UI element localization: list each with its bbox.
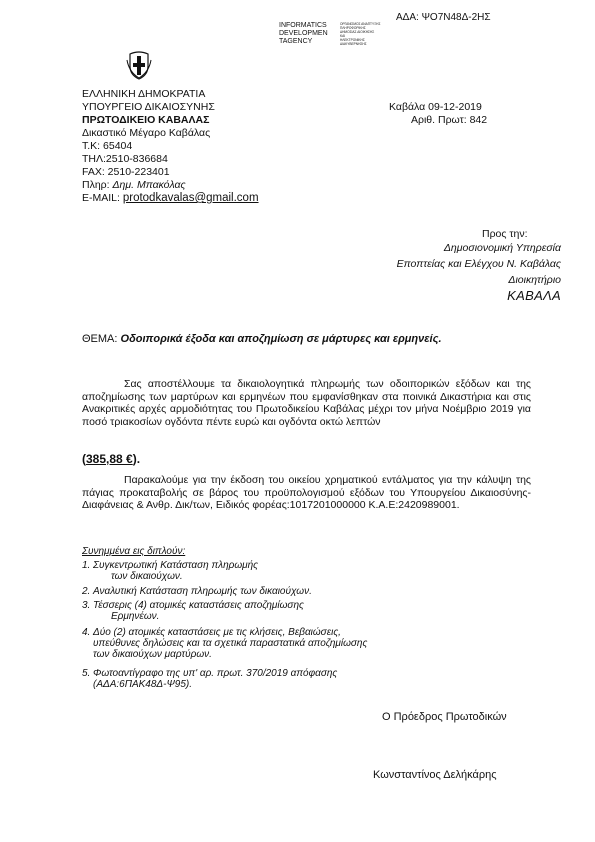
info-name: Δημ. Μπακόλας — [112, 179, 186, 191]
attachment-line: των δικαιούχων μαρτύρων. — [93, 649, 212, 660]
attachment-line: Τέσσερις (4) ατομικές καταστάσεις αποζημίωσης — [93, 600, 304, 611]
attachment-item-1 — [82, 560, 258, 582]
recipient-line-3: Διοικητήριο — [508, 274, 561, 286]
amount-value: 385,88 € — [86, 452, 133, 466]
court-name: ΠΡΩΤΟΔΙΚΕΙΟ ΚΑΒΑΛΑΣ — [82, 114, 210, 126]
email-line — [82, 192, 259, 205]
agency-logo-line: TAGENCY — [279, 38, 313, 45]
paragraph-2 — [82, 474, 531, 512]
attachment-line: Ερμηνέων. — [111, 611, 160, 622]
republic-name: ΕΛΛΗΝΙΚΗ ΔΗΜΟΚΡΑΤΙΑ — [82, 88, 206, 100]
postcode: Τ.Κ: 65404 — [82, 140, 133, 152]
info-label: Πληρ: — [82, 179, 113, 191]
attachment-item-2 — [82, 586, 312, 597]
agency-logo-english — [279, 22, 328, 46]
ada-number: ΑΔΑ: ΨΟ7Ν48Δ-2ΗΣ — [396, 12, 491, 23]
attachment-line: Φωτοαντίγραφο της υπ' αρ. πρωτ. 370/2019 απόφασης — [93, 668, 338, 679]
attachment-num: 5. — [82, 668, 91, 679]
date-line: Καβάλα 09-12-2019 — [389, 101, 482, 113]
ministry-name: ΥΠΟΥΡΓΕΙΟ ΔΙΚΑΙΟΣΥΝΗΣ — [82, 101, 215, 113]
agency-logo-greek-line: ΠΛΗΡΟΦΟΡΙΚΗΣ — [340, 26, 366, 30]
attachment-line: των δικαιούχων. — [111, 571, 183, 582]
subject-line — [82, 333, 442, 345]
agency-logo-greek-line: ΔΙΑΚΥΒΕΡΝΗΣΗΣ — [340, 42, 367, 46]
attachment-line: υπεύθυνες δηλώσεις και τα σχετικά παραστατικά αποζημίωσης — [93, 638, 368, 649]
amount-line — [82, 452, 140, 466]
attachment-line: Αναλυτική Κατάσταση πληρωμής των δικαιούχων. — [93, 586, 312, 597]
subject-label: ΘΕΜΑ: — [82, 333, 121, 345]
attachment-num: 1. — [82, 560, 91, 571]
agency-logo-line: DEVELOPMEN — [279, 30, 328, 37]
info-person — [82, 179, 259, 192]
phone-number: ΤΗΛ:2510-836684 — [82, 153, 168, 165]
recipient-to: Προς την: — [482, 228, 528, 240]
court-building: Δικαστικό Μέγαρο Καβάλας — [82, 127, 211, 139]
recipient-line-2: Εποπτείας και Ελέγχου Ν. Καβάλας — [396, 258, 561, 270]
fax-number: FAX: 2510-223401 — [82, 166, 170, 178]
attachment-line: Δύο (2) ατομικές καταστάσεις με τις κλήσεις, Βεβαιώσεις, — [93, 627, 341, 638]
subject-text: Οδοιπορικά έξοδα και αποζημίωση σε μάρτυρες και ερμηνείς. — [120, 333, 442, 345]
agency-logo-greek-line: ΚΑΙ — [340, 34, 346, 38]
attachment-line: (ΑΔΑ:6ΠΑΚ48Δ-Ψ95). — [93, 679, 193, 690]
attachment-item-3 — [82, 600, 304, 622]
attachment-num: 2. — [82, 586, 91, 597]
attachment-item-5 — [82, 668, 337, 690]
agency-logo-greek-line: ΟΡΓΑΝΙΣΜΟΣ ΑΝΑΠΤΥΞΗΣ — [340, 22, 381, 26]
amount-close: ). — [132, 452, 141, 466]
email-label: E-MAIL: — [82, 192, 123, 204]
email-link[interactable]: protodkavalas@gmail.com — [122, 192, 259, 204]
paragraph-1-text: Σας αποστέλλουμε τα δικαιολογητικά πληρωμής των οδοιπορικών εξόδων και της αποζημίωσης των μαρτύρων και ερμηνέων που εμφανίσθηκαν στα ποινικά Δικαστήρια και στις Ανακριτικές αρχές αρμοδιότητας του Πρωτοδικείου Καβάλας μέχρι τον μήνα Νοέμβριο 2019 για ποσό τριακοσίων ογδόντα πέντε ευρώ και ογδόντα οκτώ λεπτών — [82, 378, 531, 428]
signature-title: Ο Πρόεδρος Πρωτοδικών — [382, 711, 507, 723]
attachment-line: Συγκεντρωτική Κατάσταση πληρωμής — [93, 560, 259, 571]
attachment-num: 4. — [82, 627, 91, 638]
agency-logo-line: INFORMATICS — [279, 22, 327, 29]
agency-logo-greek — [340, 22, 380, 46]
recipient-city: ΚΑΒΑΛΑ — [507, 288, 561, 303]
paragraph-1 — [82, 378, 531, 428]
agency-logo-greek-line: ΗΛΕΚΤΡΟΝΙΚΗΣ — [340, 38, 365, 42]
protocol-number: Αριθ. Πρωτ: 842 — [411, 114, 488, 126]
agency-logo-greek-line: ΔΗΜΟΣΙΑΣ ΔΙΟΙΚΗΣΗΣ — [340, 30, 375, 34]
attachment-num: 3. — [82, 600, 91, 611]
signature-name: Κωνσταντίνος Δελήκάρης — [373, 769, 497, 781]
greek-coat-of-arms-icon — [126, 50, 152, 80]
paragraph-2-text: Παρακαλούμε για την έκδοση του οικείου χρηματικού εντάλματος για την κάλυψη της πάγιας προκαταβολής σε βάρος του προϋπολογισμού εξόδων του Υπουργείου Δικαιοσύνης-Διαφάνειας & Ανθρ. Δικ/των, Ειδικός φορέας:1017201000000 Κ.Α.Ε:2420989001. — [82, 474, 531, 512]
attachment-item-4 — [82, 627, 367, 660]
recipient-line-1: Δημοσιονομική Υπηρεσία — [443, 242, 561, 254]
sender-block — [82, 88, 259, 205]
attachments-heading: Συνημμένα εις διπλούν: — [82, 546, 186, 557]
amount-open: ( — [82, 452, 86, 466]
